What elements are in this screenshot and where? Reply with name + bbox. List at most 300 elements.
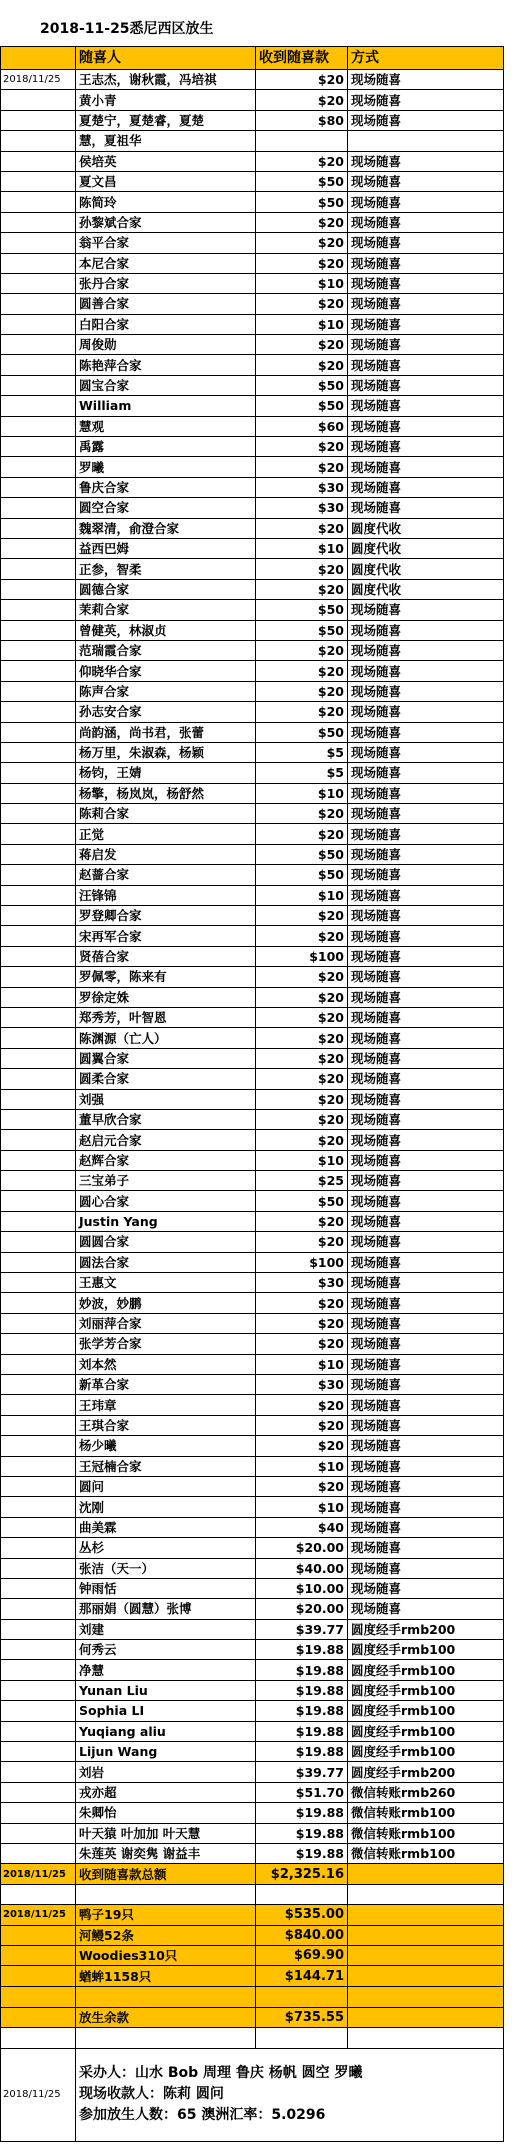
table-row (1, 1273, 504, 1293)
payment-method: 现场随喜 (348, 1476, 504, 1496)
table-row (1, 1619, 504, 1639)
table-row (1, 253, 504, 273)
row-date (1, 294, 76, 314)
donation-amount: $19.88 (256, 1640, 348, 1660)
table-row (1, 600, 504, 620)
donor-name: 周俊勋 (76, 335, 256, 355)
table-row (1, 946, 504, 966)
donation-amount: $20.00 (256, 1538, 348, 1558)
donation-amount: $50 (256, 1191, 348, 1211)
payment-method: 现场随喜 (348, 457, 504, 477)
donation-table (0, 46, 504, 2142)
table-row (1, 171, 504, 191)
table-row (1, 681, 504, 701)
table-row (1, 1476, 504, 1496)
total-label: 收到随喜款总额 (76, 1864, 256, 1884)
donation-amount: $20 (256, 253, 348, 273)
row-date (1, 763, 76, 783)
row-date (1, 1762, 76, 1782)
payment-method: 现场随喜 (348, 1578, 504, 1598)
donation-amount: $50 (256, 192, 348, 212)
row-date (1, 1721, 76, 1741)
spacer-cell (76, 2028, 256, 2048)
expense-label: 鸭子19只 (76, 1905, 256, 1925)
row-date (1, 579, 76, 599)
payment-method: 现场随喜 (348, 946, 504, 966)
donation-amount: $10 (256, 314, 348, 334)
payment-method: 现场随喜 (348, 1150, 504, 1170)
table-row (1, 1558, 504, 1578)
row-date (1, 1048, 76, 1068)
donor-name: 罗徐定姝 (76, 987, 256, 1007)
donor-name: 圆空合家 (76, 498, 256, 518)
payment-method (348, 131, 504, 151)
table-row (1, 233, 504, 253)
donor-name: 叶天猿 叶加加 叶天慧 (76, 1823, 256, 1843)
payment-method: 现场随喜 (348, 171, 504, 191)
spacer-cell (76, 1986, 256, 2007)
row-date (1, 804, 76, 824)
donation-amount: $19.88 (256, 1721, 348, 1741)
donor-name: 董早欣合家 (76, 1109, 256, 1129)
payment-method: 现场随喜 (348, 742, 504, 762)
donor-name: William (76, 396, 256, 416)
row-date (1, 355, 76, 375)
payment-method: 现场随喜 (348, 1375, 504, 1395)
row-date (1, 1211, 76, 1231)
spacer-cell (348, 2028, 504, 2048)
row-date (1, 151, 76, 171)
payment-method: 现场随喜 (348, 233, 504, 253)
row-date (1, 1456, 76, 1476)
donor-name: 罗登卿合家 (76, 906, 256, 926)
expense-row (1, 1905, 504, 1925)
payment-method: 现场随喜 (348, 906, 504, 926)
table-row (1, 1150, 504, 1170)
payment-method: 现场随喜 (348, 702, 504, 722)
donation-amount: $20 (256, 355, 348, 375)
row-date (1, 477, 76, 497)
table-row (1, 396, 504, 416)
donor-name: 刘丽萍合家 (76, 1313, 256, 1333)
expense-row (1, 1925, 504, 1945)
donor-name: 慧观 (76, 416, 256, 436)
donation-amount: $60 (256, 416, 348, 436)
donation-amount: $20 (256, 151, 348, 171)
donation-amount: $51.70 (256, 1782, 348, 1802)
spacer-cell (348, 1884, 504, 1904)
table-row (1, 1578, 504, 1598)
row-date (1, 1578, 76, 1598)
donor-name: 正觉 (76, 824, 256, 844)
row-date (1, 946, 76, 966)
donation-amount: $20 (256, 294, 348, 314)
donor-name: 夏文昌 (76, 171, 256, 191)
donation-amount: $20 (256, 1395, 348, 1415)
row-date (1, 1497, 76, 1517)
total-amount: $2,325.16 (256, 1864, 348, 1884)
payment-method: 现场随喜 (348, 1007, 504, 1027)
donor-name: 陈渊源（亡人） (76, 1028, 256, 1048)
footer-date: 2018/11/25 (1, 2048, 76, 2141)
payment-method: 现场随喜 (348, 416, 504, 436)
table-row (1, 151, 504, 171)
table-row (1, 518, 504, 538)
table-row (1, 1048, 504, 1068)
row-date (1, 1150, 76, 1170)
donation-amount: $30 (256, 477, 348, 497)
row-date (1, 661, 76, 681)
donation-amount: $20 (256, 1313, 348, 1333)
payment-method: 现场随喜 (348, 1273, 504, 1293)
payment-method: 现场随喜 (348, 783, 504, 803)
donor-name: 汪锋锦 (76, 885, 256, 905)
payment-method: 现场随喜 (348, 1109, 504, 1129)
donor-name: 尚韵涵，尚书君，张蕾 (76, 722, 256, 742)
donation-amount: $20 (256, 335, 348, 355)
table-row (1, 640, 504, 660)
row-date (1, 1782, 76, 1802)
donor-name: Justin Yang (76, 1211, 256, 1231)
donation-amount: $100 (256, 946, 348, 966)
expense-row (1, 1945, 504, 1965)
payment-method: 现场随喜 (348, 192, 504, 212)
table-row (1, 824, 504, 844)
row-date (1, 1293, 76, 1313)
table-row (1, 212, 504, 232)
table-row (1, 661, 504, 681)
row-date (1, 1843, 76, 1863)
table-row (1, 70, 504, 90)
donation-amount: $20 (256, 967, 348, 987)
expense-label: Woodies310只 (76, 1945, 256, 1965)
payment-method: 微信转账rmb260 (348, 1782, 504, 1802)
donation-amount: $19.88 (256, 1701, 348, 1721)
row-date (1, 1742, 76, 1762)
table-row (1, 1436, 504, 1456)
donor-name: 王志杰，谢秋霞，冯培祺 (76, 70, 256, 90)
donation-amount: $10.00 (256, 1578, 348, 1598)
table-row (1, 885, 504, 905)
donation-amount: $5 (256, 742, 348, 762)
total-blank (348, 1864, 504, 1884)
payment-method: 现场随喜 (348, 1599, 504, 1619)
row-date (1, 375, 76, 395)
donor-name: Sophia LI (76, 1701, 256, 1721)
payment-method: 现场随喜 (348, 498, 504, 518)
payment-method: 现场随喜 (348, 335, 504, 355)
donor-name: 罗曦 (76, 457, 256, 477)
donation-amount: $10 (256, 538, 348, 558)
donation-amount: $25 (256, 1171, 348, 1191)
donation-amount: $30 (256, 1375, 348, 1395)
donor-name: 杨擎，杨岚岚，杨舒然 (76, 783, 256, 803)
row-date (1, 620, 76, 640)
donation-amount: $20 (256, 640, 348, 660)
payment-method: 圆度经手rmb100 (348, 1701, 504, 1721)
table-row (1, 1130, 504, 1150)
row-date (1, 1680, 76, 1700)
header-donor: 随喜人 (76, 47, 256, 70)
donor-name: 刘建 (76, 1619, 256, 1639)
donor-name: 朱卿怡 (76, 1803, 256, 1823)
payment-method: 圆度经手rmb100 (348, 1680, 504, 1700)
donation-amount: $20 (256, 1415, 348, 1435)
expense-row (1, 1966, 504, 1986)
payment-method: 现场随喜 (348, 640, 504, 660)
donor-name: Lijun Wang (76, 1742, 256, 1762)
payment-method: 圆度经手rmb200 (348, 1619, 504, 1639)
donor-name: 贤蓓合家 (76, 946, 256, 966)
table-row (1, 1538, 504, 1558)
expense-date: 2018/11/25 (1, 1905, 76, 1925)
table-row (1, 192, 504, 212)
table-row (1, 1640, 504, 1660)
row-date (1, 824, 76, 844)
table-row (1, 416, 504, 436)
payment-method: 现场随喜 (348, 1028, 504, 1048)
row-date (1, 1028, 76, 1048)
payment-method: 现场随喜 (348, 70, 504, 90)
expense-blank (348, 1905, 504, 1925)
remaining-row (1, 2007, 504, 2027)
spacer-row (1, 1986, 504, 2007)
donor-name: 圆柔合家 (76, 1069, 256, 1089)
payment-method: 圆度经手rmb200 (348, 1762, 504, 1782)
payment-method: 现场随喜 (348, 1252, 504, 1272)
table-row (1, 1395, 504, 1415)
donation-amount: $20 (256, 1028, 348, 1048)
table-row (1, 90, 504, 110)
donor-name: 孙志安合家 (76, 702, 256, 722)
donor-name: 仰晓华合家 (76, 661, 256, 681)
row-date (1, 600, 76, 620)
donation-amount: $20 (256, 1007, 348, 1027)
remaining-amount: $735.55 (256, 2007, 348, 2027)
table-row (1, 967, 504, 987)
payment-method: 现场随喜 (348, 661, 504, 681)
row-date (1, 1334, 76, 1354)
payment-method: 现场随喜 (348, 1089, 504, 1109)
donor-name: 圆德合家 (76, 579, 256, 599)
donor-name: 朱莲英 谢奕隽 谢益丰 (76, 1843, 256, 1863)
payment-method: 现场随喜 (348, 1211, 504, 1231)
row-date (1, 681, 76, 701)
donation-amount: $19.88 (256, 1823, 348, 1843)
row-date (1, 192, 76, 212)
donation-amount: $10 (256, 1354, 348, 1374)
donation-amount: $20 (256, 1069, 348, 1089)
donor-name: 刘强 (76, 1089, 256, 1109)
sheet-title: 2018-11-25悉尼西区放生 (40, 21, 214, 37)
row-date (1, 640, 76, 660)
table-row (1, 844, 504, 864)
row-date (1, 722, 76, 742)
table-row (1, 355, 504, 375)
table-row (1, 1843, 504, 1863)
remaining-blank (348, 2007, 504, 2027)
footer-notes (76, 2048, 504, 2141)
row-date (1, 1599, 76, 1619)
row-date (1, 90, 76, 110)
donation-amount: $20 (256, 437, 348, 457)
row-date (1, 1130, 76, 1150)
donation-amount: $50 (256, 620, 348, 640)
row-date (1, 437, 76, 457)
donation-amount: $50 (256, 396, 348, 416)
donor-name: 圆法合家 (76, 1252, 256, 1272)
payment-method: 现场随喜 (348, 824, 504, 844)
donor-name: 张丹合家 (76, 273, 256, 293)
row-date (1, 538, 76, 558)
donor-name: 夏楚宁，夏楚睿，夏楚 (76, 110, 256, 130)
donation-amount: $10 (256, 273, 348, 293)
row-date (1, 844, 76, 864)
table-row (1, 1007, 504, 1027)
row-date (1, 1436, 76, 1456)
footer-line1: 采办人：山水 Bob 周理 鲁庆 杨帆 圆空 罗曦 (79, 2065, 363, 2081)
row-date (1, 1803, 76, 1823)
donation-amount: $40.00 (256, 1558, 348, 1578)
payment-method: 圆度经手rmb100 (348, 1742, 504, 1762)
donor-name: 圆善合家 (76, 294, 256, 314)
row-date (1, 1252, 76, 1272)
donation-amount: $20 (256, 70, 348, 90)
donation-amount: $40 (256, 1517, 348, 1537)
table-row (1, 1497, 504, 1517)
table-row (1, 1721, 504, 1741)
donor-name: 慧，夏祖华 (76, 131, 256, 151)
donor-name: 陈莉合家 (76, 804, 256, 824)
donor-name: 那丽娟（圆慧）张博 (76, 1599, 256, 1619)
row-date (1, 171, 76, 191)
donation-amount: $100 (256, 1252, 348, 1272)
row-date (1, 273, 76, 293)
table-row (1, 1599, 504, 1619)
row-date (1, 416, 76, 436)
row-date (1, 212, 76, 232)
table-row (1, 1293, 504, 1313)
donor-name: 刘本然 (76, 1354, 256, 1374)
header-method: 方式 (348, 47, 504, 70)
table-row (1, 1456, 504, 1476)
donor-name: 范瑞霞合家 (76, 640, 256, 660)
row-date (1, 498, 76, 518)
table-row (1, 865, 504, 885)
payment-method: 现场随喜 (348, 396, 504, 416)
row-date (1, 906, 76, 926)
table-row (1, 314, 504, 334)
donor-name: 杨万里，朱淑森，杨颖 (76, 742, 256, 762)
donation-amount: $20 (256, 233, 348, 253)
row-date (1, 1395, 76, 1415)
donor-name: 妙波，妙鹏 (76, 1293, 256, 1313)
donor-name: 杨钧，王婧 (76, 763, 256, 783)
donation-amount: $5 (256, 763, 348, 783)
donation-amount: $39.77 (256, 1619, 348, 1639)
donor-name: 圆宝合家 (76, 375, 256, 395)
donor-name: 陈声合家 (76, 681, 256, 701)
table-row (1, 559, 504, 579)
row-date (1, 702, 76, 722)
table-row (1, 579, 504, 599)
table-row (1, 1109, 504, 1129)
row-date (1, 1823, 76, 1843)
expense-label: 河鳗52条 (76, 1925, 256, 1945)
donation-amount: $20 (256, 1232, 348, 1252)
donation-amount: $20.00 (256, 1599, 348, 1619)
payment-method: 现场随喜 (348, 1191, 504, 1211)
expense-amount: $840.00 (256, 1925, 348, 1945)
donation-table-body (1, 47, 504, 2142)
payment-method: 现场随喜 (348, 375, 504, 395)
remaining-label: 放生余款 (76, 2007, 256, 2027)
donation-amount: $20 (256, 1334, 348, 1354)
table-row (1, 702, 504, 722)
table-row (1, 763, 504, 783)
payment-method: 现场随喜 (348, 1517, 504, 1537)
donor-name: 宋再军合家 (76, 926, 256, 946)
donation-amount: $20 (256, 518, 348, 538)
donor-name: 新革合家 (76, 1375, 256, 1395)
row-date (1, 1558, 76, 1578)
expense-date (1, 1966, 76, 1986)
donation-amount: $20 (256, 90, 348, 110)
footer-line3: 参加放生人数：65 澳洲汇率：5.0296 (79, 2107, 326, 2123)
payment-method: 微信转账rmb100 (348, 1843, 504, 1863)
payment-method: 现场随喜 (348, 1048, 504, 1068)
payment-method: 现场随喜 (348, 1456, 504, 1476)
donor-name: 赵启元合家 (76, 1130, 256, 1150)
table-row (1, 1823, 504, 1843)
donation-amount: $50 (256, 600, 348, 620)
spacer-cell (1, 1884, 76, 1904)
table-row (1, 110, 504, 130)
row-date (1, 1232, 76, 1252)
expense-blank (348, 1925, 504, 1945)
row-date (1, 1476, 76, 1496)
total-date: 2018/11/25 (1, 1864, 76, 1884)
table-row (1, 1701, 504, 1721)
donor-name: 翁平合家 (76, 233, 256, 253)
row-date (1, 1109, 76, 1129)
payment-method: 现场随喜 (348, 1293, 504, 1313)
row-date (1, 987, 76, 1007)
table-row (1, 1354, 504, 1374)
table-row (1, 1028, 504, 1048)
table-row (1, 457, 504, 477)
payment-method: 现场随喜 (348, 1497, 504, 1517)
expense-blank (348, 1966, 504, 1986)
donation-amount: $20 (256, 457, 348, 477)
payment-method: 现场随喜 (348, 1415, 504, 1435)
footer-row (1, 2048, 504, 2141)
donation-amount: $20 (256, 1130, 348, 1150)
donation-amount: $39.77 (256, 1762, 348, 1782)
payment-method: 现场随喜 (348, 212, 504, 232)
payment-method: 圆度经手rmb100 (348, 1640, 504, 1660)
table-row (1, 477, 504, 497)
donor-name: 丛杉 (76, 1538, 256, 1558)
payment-method: 现场随喜 (348, 314, 504, 334)
table-row (1, 131, 504, 151)
expense-amount: $69.90 (256, 1945, 348, 1965)
payment-method: 现场随喜 (348, 1130, 504, 1150)
donor-name: 赵辉合家 (76, 1150, 256, 1170)
payment-method: 现场随喜 (348, 1354, 504, 1374)
donation-amount (256, 131, 348, 151)
payment-method: 现场随喜 (348, 1334, 504, 1354)
